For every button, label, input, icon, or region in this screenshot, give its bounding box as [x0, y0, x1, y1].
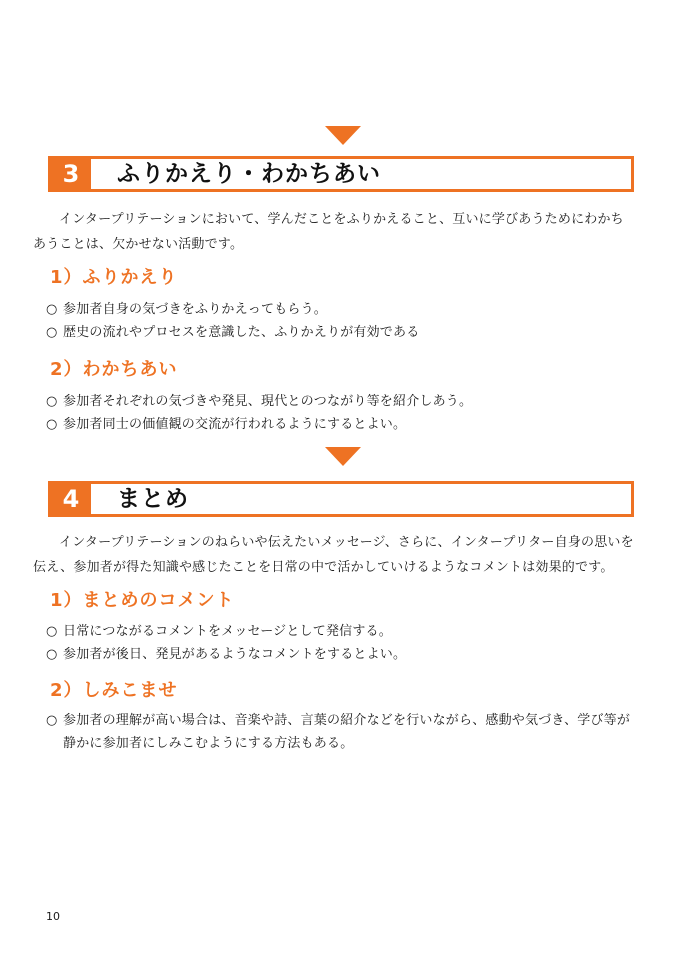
- list-item-text: 参加者自身の気づきをふりかえってもらう。: [63, 302, 328, 317]
- subheading: 2）しみこませ: [50, 680, 178, 701]
- list-item-text: 歴史の流れやプロセスを意識した、ふりかえりが有効である: [63, 325, 420, 340]
- intro-line: インタープリテーションにおいて、学んだことをふりかえること、互いに学びあうためにわかち: [59, 212, 624, 227]
- down-arrow-icon: [325, 126, 361, 145]
- section-4-header: [48, 481, 634, 517]
- list-item-text: 参加者それぞれの気づきや発見、現代とのつながり等を紹介しあう。: [63, 394, 473, 409]
- subheading: 1）まとめのコメント: [50, 590, 235, 611]
- list-item: [46, 620, 642, 644]
- section-title: まとめ: [117, 486, 189, 512]
- section-3-header: [48, 156, 634, 192]
- down-arrow-icon: [325, 447, 361, 466]
- intro-line: 伝え、参加者が得た知識や感じたことを日常の中で活かしていけるようなコメントは効果的です。: [33, 560, 614, 575]
- subheading: 2）わかちあい: [50, 359, 178, 380]
- bullet-circle-icon: ○: [46, 302, 58, 317]
- bullet-circle-icon: ○: [46, 325, 58, 340]
- section-title: ふりかえり・わかちあい: [117, 161, 381, 187]
- list-item: [46, 643, 642, 667]
- section-4-intro: [33, 530, 640, 580]
- bullet-circle-icon: ○: [46, 647, 58, 662]
- list-item-text: 参加者が後日、発見があるようなコメントをするとよい。: [63, 647, 407, 662]
- list-item-text: 参加者の理解が高い場合は、音楽や詩、言葉の紹介などを行いながら、感動や気づき、学び等が: [63, 713, 631, 728]
- section-number: 3: [51, 159, 91, 189]
- list-item-continuation: 静かに参加者にしみこむようにする方法もある。: [63, 736, 354, 751]
- page-number: 10: [46, 910, 60, 923]
- list-item: [46, 709, 642, 733]
- list-item: [46, 413, 642, 437]
- list-item-text: 参加者同士の価値観の交流が行われるようにするとよい。: [63, 417, 407, 432]
- section-3-intro: [33, 207, 640, 257]
- list-item: [46, 298, 642, 322]
- bullet-circle-icon: ○: [46, 417, 58, 432]
- bullet-circle-icon: ○: [46, 624, 58, 639]
- intro-line: あうことは、欠かせない活動です。: [33, 237, 244, 252]
- subheading: 1）ふりかえり: [50, 267, 178, 288]
- section-number: 4: [51, 484, 91, 514]
- bullet-circle-icon: ○: [46, 713, 58, 728]
- bullet-circle-icon: ○: [46, 394, 58, 409]
- list-item-text: 日常につながるコメントをメッセージとして発信する。: [63, 624, 392, 639]
- list-item: [46, 390, 642, 414]
- list-item: [46, 321, 642, 345]
- intro-line: インタープリテーションのねらいや伝えたいメッセージ、さらに、インタープリター自身の思いを: [59, 535, 634, 550]
